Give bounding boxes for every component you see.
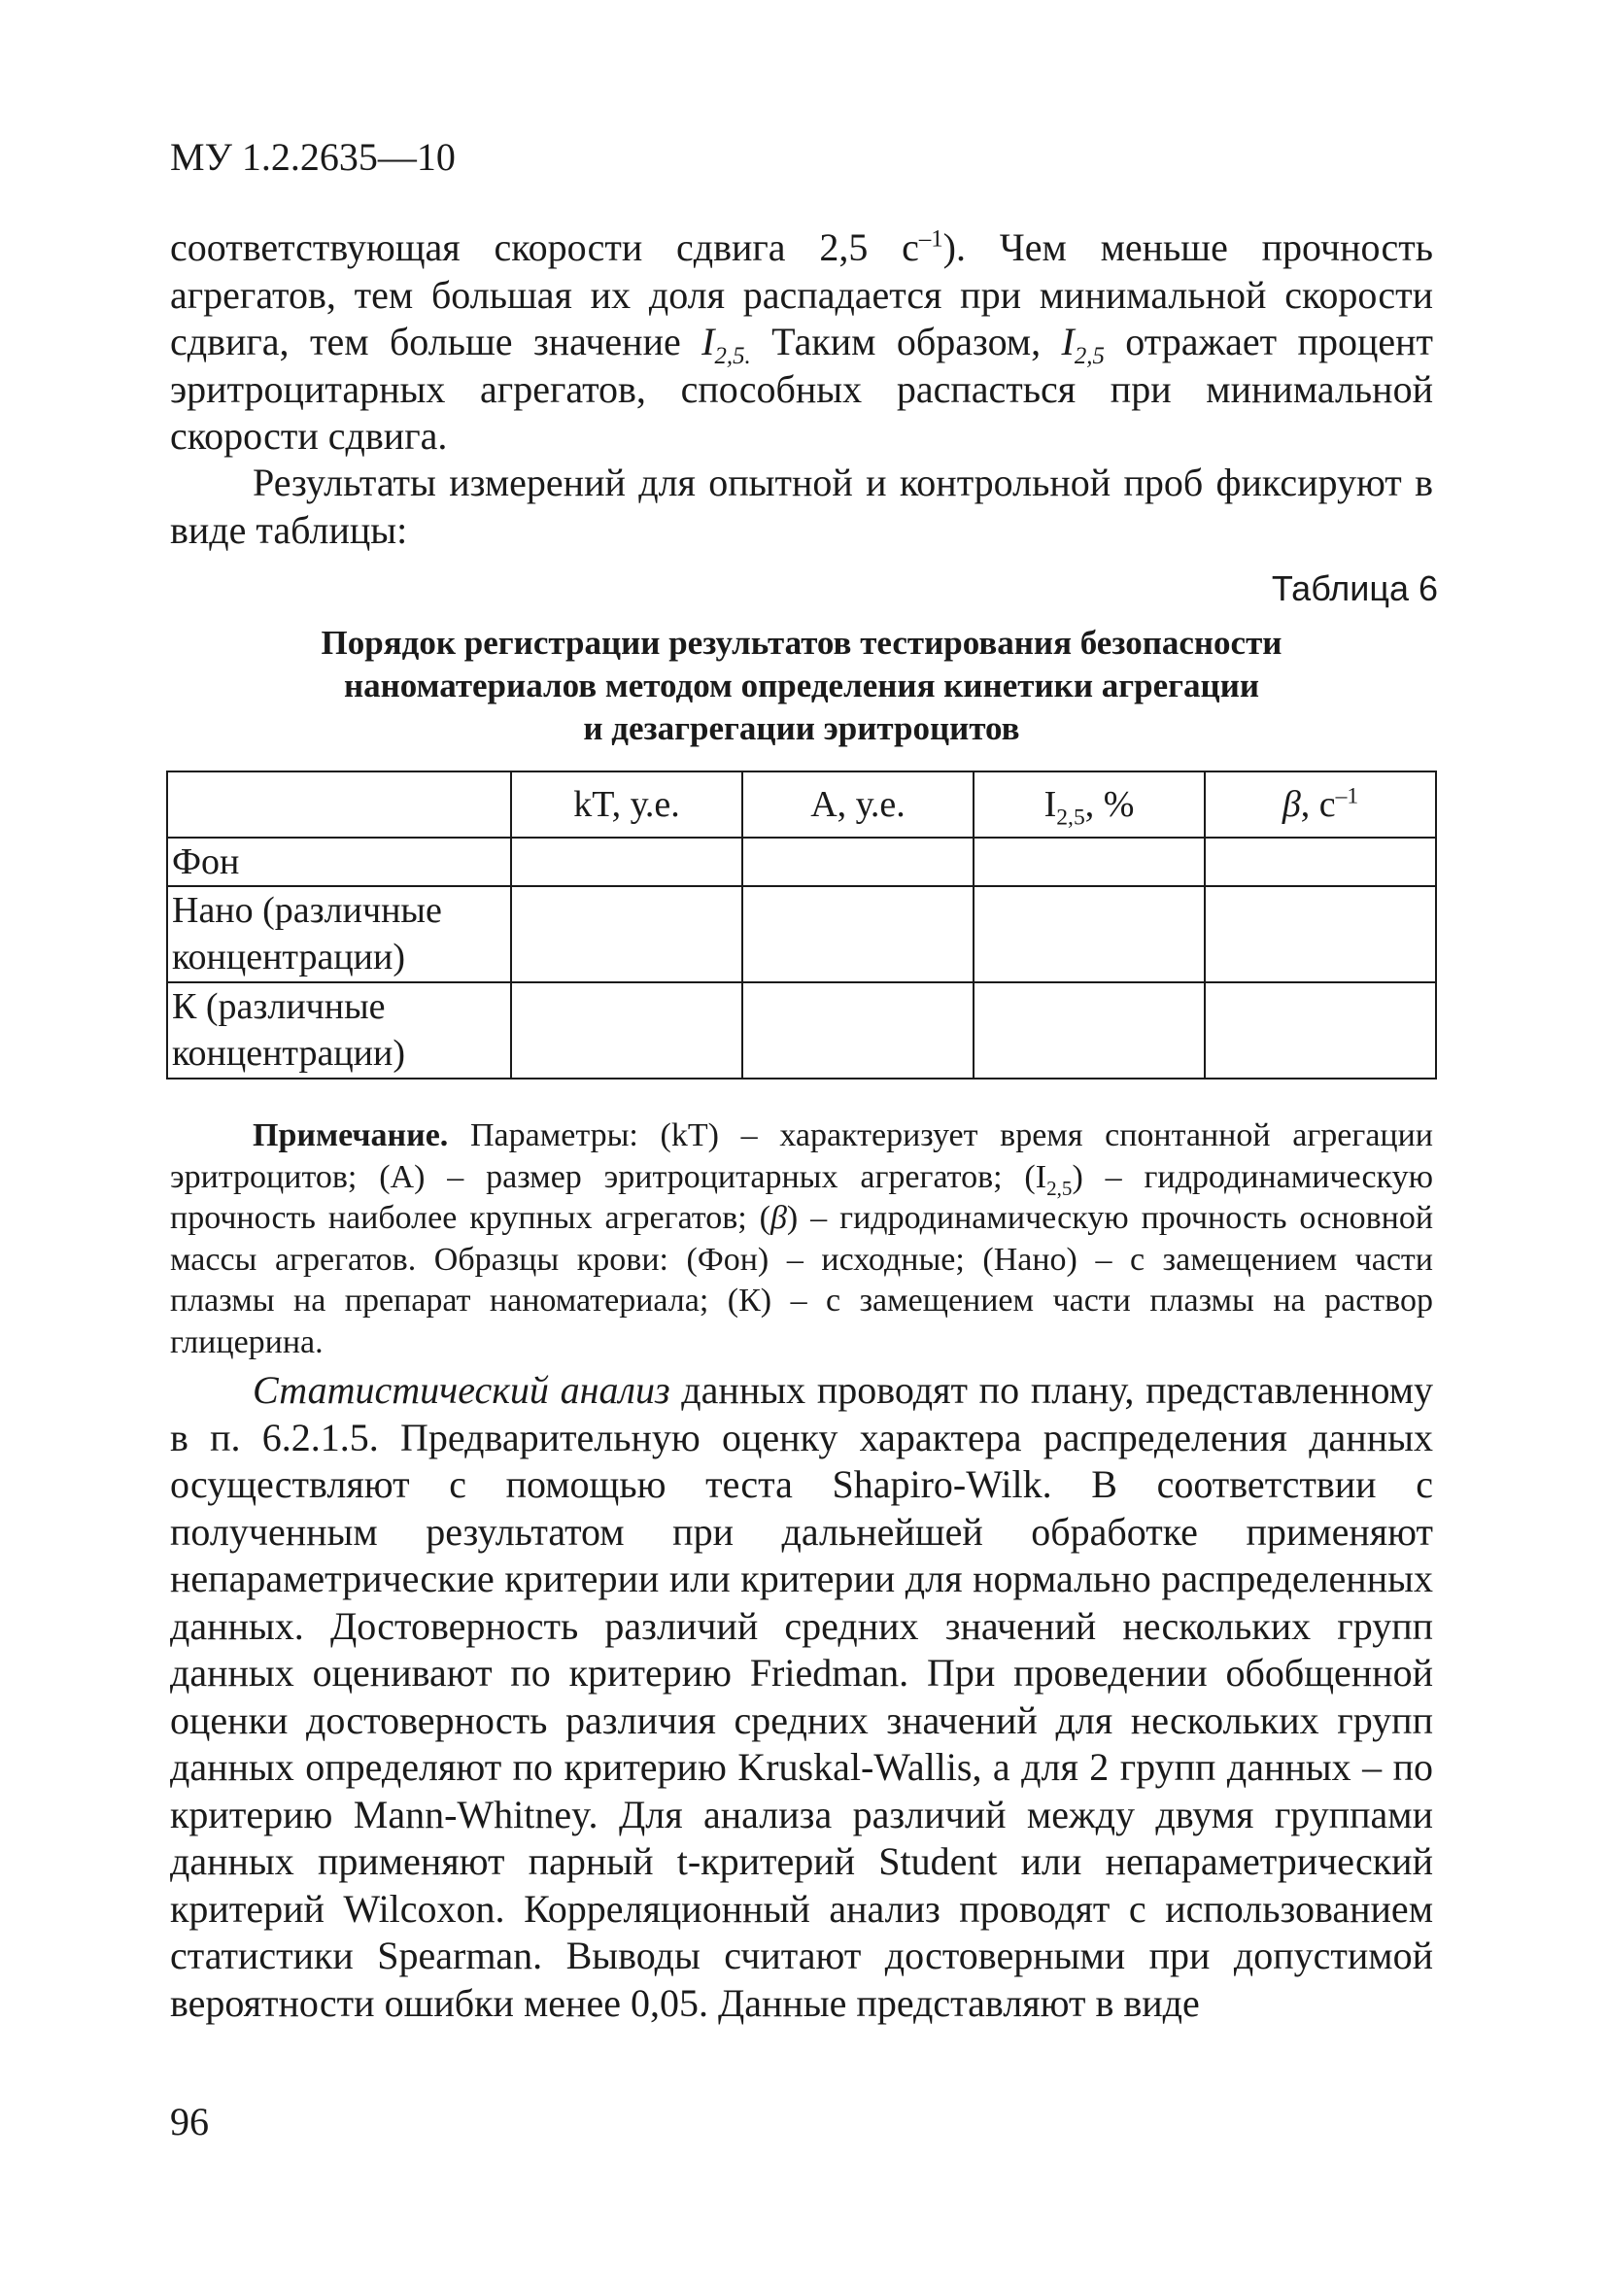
table-note <box>170 1115 1433 1363</box>
header-beta-unit: , с <box>1300 784 1336 825</box>
table-cell <box>974 982 1205 1079</box>
results-table <box>166 771 1437 1079</box>
row-label: К (различные концентрации) <box>167 982 511 1079</box>
row-label: Фон <box>167 838 511 886</box>
header-i-subscript: 2,5 <box>1056 805 1085 831</box>
table-title <box>170 622 1433 750</box>
paragraph-text: соответствующая скорости сдвига 2,5 с <box>170 225 919 269</box>
table-cell <box>742 886 974 982</box>
table-title-line: и дезагрегации эритроцитов <box>583 709 1020 747</box>
header-beta <box>1205 771 1436 838</box>
table-row <box>167 982 1436 1079</box>
page-number: 96 <box>170 2100 209 2143</box>
header-i-unit: , % <box>1084 784 1135 825</box>
note-text: Параметры: (kT) – характеризует время спонтанной агрегации эритроцитов; (A) – размер эритроцитарных агрегатов; (I <box>170 1117 1433 1195</box>
table-cell <box>1205 982 1436 1079</box>
note-text: ) – гидродинамическую прочность наиболее крупных агрегатов; ( <box>170 1158 1433 1236</box>
header-beta-superscript: –1 <box>1335 783 1359 809</box>
table-cell <box>511 838 742 886</box>
table-cell <box>1205 886 1436 982</box>
header-i25 <box>974 771 1205 838</box>
note-subscript: 2,5 <box>1046 1176 1073 1200</box>
table-row <box>167 838 1436 886</box>
header-a: A, у.е. <box>742 771 974 838</box>
beta-symbol: β <box>1282 784 1301 825</box>
header-empty-cell <box>167 771 511 838</box>
table-title-line: Порядок регистрации результатов тестирования безопасности <box>321 624 1282 662</box>
variable-i: I <box>1061 320 1075 363</box>
table-header-row <box>167 771 1436 838</box>
document-code: МУ 1.2.2635—10 <box>170 135 456 179</box>
note-lead: Примечание. <box>253 1117 449 1153</box>
header-i-symbol: I <box>1043 784 1057 825</box>
paragraph-text: данных проводят по плану, представленному в п. 6.2.1.5. Предварительную оценку характера распределения данных осуществляют с помощью теста Shapiro-Wilk. В соответствии с полученным результатом при дальнейшей обработке применяют непараметрические критерии или критерии для нормально распределенных данных. Достоверность различий средних значений нескольких групп данных оценивают по критерию Friedman. При проведении обобщенной оценки достоверность различия средних значений для нескольких групп данных определяют по критерию Kruskal-Wallis, а для 2 групп данных – по критерию Mann-Whitney. Для анализа различий между двумя группами данных применяют парный t-критерий Student или непараметрический критерий Wilcoxon. Корреляционный анализ проводят с использованием статистики Spearman. Выводы считают достоверными при допустимой вероятности ошибки менее 0,05. Данные представляют в виде <box>170 1368 1434 2025</box>
paragraph-text: отражает процент эритроцитарных агрегатов, способных распасться при минимальной скорости сдвига. <box>170 320 1433 458</box>
header-kt: kT, у.е. <box>511 771 742 838</box>
table-cell <box>974 886 1205 982</box>
paragraph-results: Результаты измерений для опытной и контрольной проб фиксируют в виде таблицы: <box>170 461 1433 552</box>
italic-term: Статистический анализ <box>253 1368 670 1412</box>
table-cell <box>511 982 742 1079</box>
note-text: ) – гидродинамическую прочность основной массы агрегатов. Образцы крови: (Фон) – исходные; (Нано) – с замещением части плазмы на препарат наноматериала; (К) – с замещением части плазмы на раствор глицерина. <box>170 1200 1434 1360</box>
table-cell <box>511 886 742 982</box>
paragraph-text: ). Чем меньше прочность агрегатов, тем большая их доля распадается при минимальной скорости сдвига, тем больше значение <box>170 225 1433 363</box>
table-cell <box>1205 838 1436 886</box>
superscript: –1 <box>918 225 943 253</box>
table-cell <box>974 838 1205 886</box>
beta-symbol: β <box>769 1200 787 1236</box>
table-cell <box>742 838 974 886</box>
table-row <box>167 886 1436 982</box>
table-label: Таблица 6 <box>1271 568 1438 608</box>
paragraph-text: Таким образом, <box>750 320 1062 363</box>
variable-subscript: 2,5. <box>714 343 751 369</box>
paragraph-shear-rate <box>170 224 1433 461</box>
variable-i: I <box>701 320 715 363</box>
paragraph-statistics <box>170 1367 1433 2027</box>
table-title-line: наноматериалов методом определения кинетики агрегации <box>343 667 1260 704</box>
table-cell <box>742 982 974 1079</box>
row-label: Нано (различные концентрации) <box>167 886 511 982</box>
variable-subscript: 2,5 <box>1074 343 1105 369</box>
